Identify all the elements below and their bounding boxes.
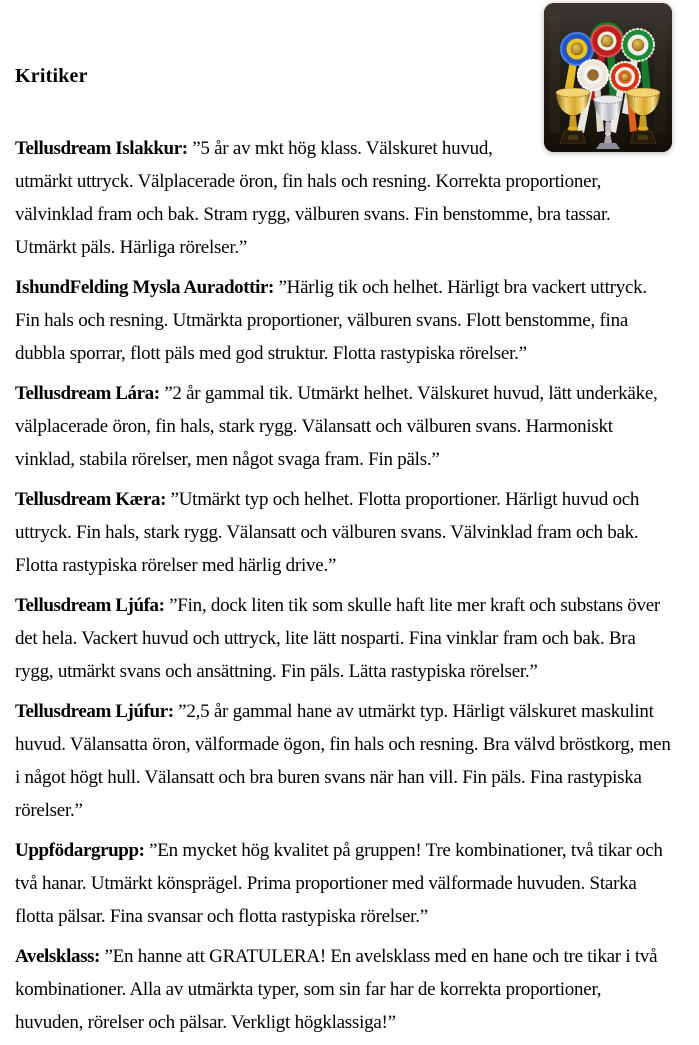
critique-text: ”2 år gammal tik. Utmärkt helhet. Välskuret huvud, lätt underkäke, välplacerade öron, fin hals, stark rygg. Välansatt och välburen svans. Harmoniskt vinklad, stabila rörelser, men något svaga fram. Fin päls.” <box>15 383 658 470</box>
critique-paragraph <box>15 377 672 476</box>
critique-paragraph <box>15 271 672 370</box>
trophies-photo <box>544 3 672 152</box>
critique-text: ”Utmärkt typ och helhet. Flotta proportioner. Härligt huvud och uttryck. Fin hals, stark rygg. Välansatt och välburen svans. Välvinklad fram och bak. Flotta rastypiska rörelser med härlig drive.” <box>15 489 640 576</box>
critique-text: ”Fin, dock liten tik som skulle haft lite mer kraft och substans över det hela. Vackert huvud och uttryck, lite lätt nosparti. Fina vinklar fram och bak. Bra rygg, utmärkt svans och ansättning. Fin päls. Lätta rastypiska rörelser.” <box>15 595 660 682</box>
trophies-and-rosettes-graphic <box>544 3 672 152</box>
group-name: Uppfödargrupp: <box>15 840 145 861</box>
critique-paragraph <box>15 483 672 582</box>
critique-paragraph <box>15 695 672 827</box>
critique-text: ”5 år av mkt hög klass. Välskuret huvud, utmärkt uttryck. Välplacerade öron, fin hals och resning. Korrekta proportioner, välvinklad fram och bak. Stram rygg, välburen svans. Fin benstomme, bra tassar. Utmärkt päls. Härliga rörelser.” <box>15 138 611 258</box>
dog-name: Tellusdream Lára: <box>15 383 160 404</box>
dog-name: Tellusdream Islakkur: <box>15 138 188 159</box>
critique-text: ”En mycket hög kvalitet på gruppen! Tre kombinationer, två tikar och två hanar. Utmärkt könsprägel. Prima proportioner med välformade huvuden. Starka flotta pälsar. Fina svansar och flotta rastypiska rörelser.” <box>15 840 663 927</box>
dog-name: Tellusdream Ljúfur: <box>15 701 174 722</box>
critique-text: ”2,5 år gammal hane av utmärkt typ. Härligt välskuret maskulint huvud. Välansatta öron, välformade ögon, fin hals och resning. Bra välvd bröstkorg, men i något högt hull. Välansatt och bra buren svans när han vill. Fin päls. Fina rastypiska rörelser.” <box>15 701 671 821</box>
page-title: Kritiker <box>15 65 88 87</box>
critique-text: ”En hanne att GRATULERA! En avelsklass med en hane och tre tikar i två kombinationer. Alla av utmärkta typer, som sin far har de korrekta proportioner, huvuden, rörelser och pälsar. Verkligt högklassiga!” <box>15 946 658 1033</box>
critique-paragraph <box>15 834 672 933</box>
critique-text: ”Härlig tik och helhet. Härligt bra vackert uttryck. Fin hals och resning. Utmärkta proportioner, välburen svans. Flott benstomme, fina dubbla sporrar, flott päls med god struktur. Flotta rastypiska rörelser.” <box>15 277 647 364</box>
critique-paragraph <box>15 589 672 688</box>
dog-name: Tellusdream Kæra: <box>15 489 167 510</box>
dog-name: Tellusdream Ljúfa: <box>15 595 165 616</box>
critique-paragraph <box>15 940 672 1039</box>
class-name: Avelsklass: <box>15 946 100 967</box>
dog-name: IshundFelding Mysla Auradottir: <box>15 277 274 298</box>
